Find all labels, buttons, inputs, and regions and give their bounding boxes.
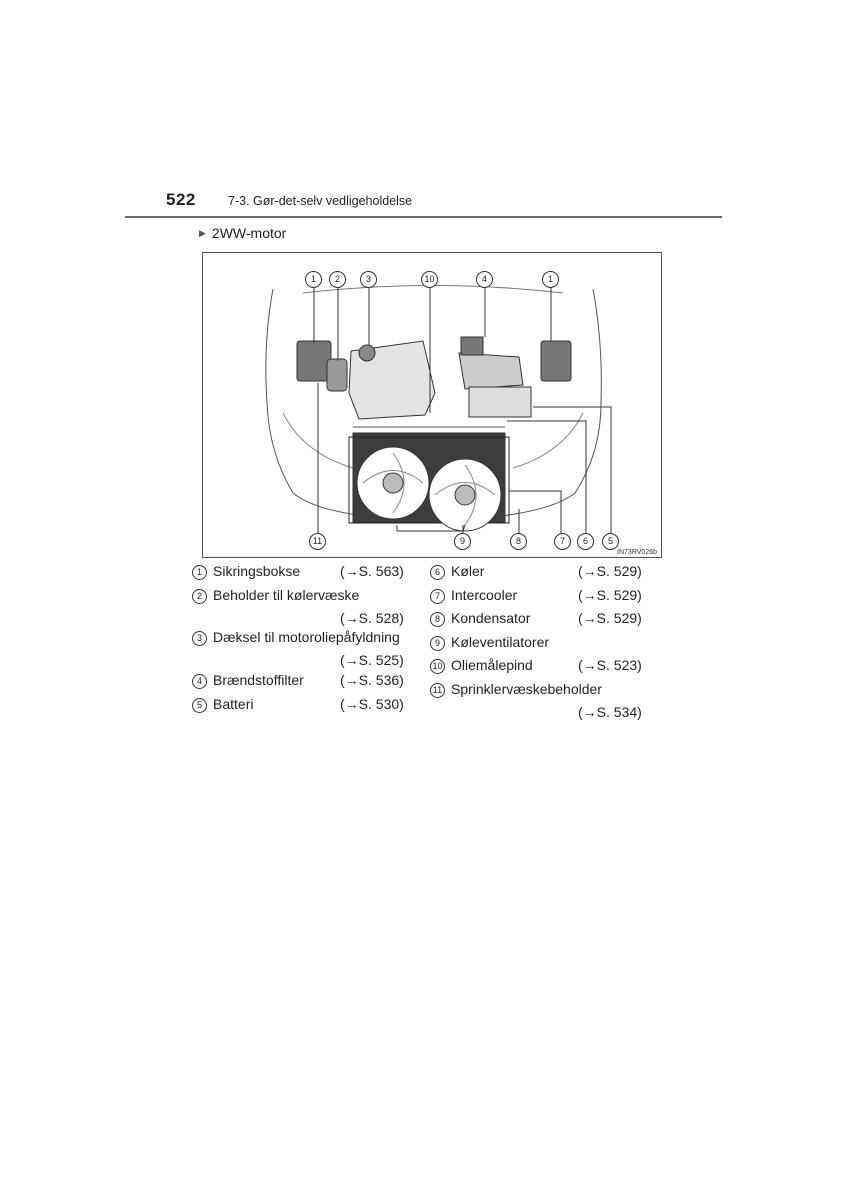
callout-top-1: 2 xyxy=(329,271,346,288)
legend-page-ref: (→S. 525) xyxy=(340,652,404,668)
callout-top-5: 1 xyxy=(542,271,559,288)
legend-number: 1 xyxy=(192,565,207,580)
legend-label: Intercooler xyxy=(451,587,518,603)
figure-code: IN73RV026b xyxy=(617,549,657,556)
legend-page-ref: (→S. 530) xyxy=(340,696,404,712)
callout-bottom-1: 9 xyxy=(454,533,471,550)
legend-page-ref: (→S. 528) xyxy=(340,610,404,626)
callout-bottom-5: 5 xyxy=(602,533,619,550)
legend-label: Brændstoffilter xyxy=(213,672,304,688)
triangle-right-icon: ▶ xyxy=(199,227,206,238)
legend-number: 8 xyxy=(430,612,445,627)
legend-page-ref: (→S. 529) xyxy=(578,610,642,626)
callout-bottom-4: 6 xyxy=(577,533,594,550)
legend-label: Beholder til kølervæske xyxy=(213,587,360,603)
legend-page-ref: (→S. 534) xyxy=(578,704,642,720)
legend-number: 7 xyxy=(430,589,445,604)
legend-number: 9 xyxy=(430,636,445,651)
legend-label: Kondensator xyxy=(451,610,531,626)
legend-page-ref: (→S. 529) xyxy=(578,587,642,603)
legend-number: 2 xyxy=(192,589,207,604)
legend-label: Køler xyxy=(451,563,485,579)
callout-bottom-3: 7 xyxy=(554,533,571,550)
legend-page-ref: (→S. 536) xyxy=(340,672,404,688)
callout-top-4: 4 xyxy=(476,271,493,288)
legend-label: Sikringsbokse xyxy=(213,563,301,579)
callout-bottom-2: 8 xyxy=(510,533,527,550)
legend-number: 4 xyxy=(192,674,207,689)
legend-label: Dæksel til motoroliepåfyldning xyxy=(213,629,400,645)
legend-label: Batteri xyxy=(213,696,254,712)
legend-label: Oliemålepind xyxy=(451,657,533,673)
subheading-text: 2WW-motor xyxy=(211,225,287,241)
callout-bottom-0: 11 xyxy=(309,533,326,550)
legend-page-ref: (→S. 529) xyxy=(578,563,642,579)
legend-number: 10 xyxy=(430,659,445,674)
legend-number: 3 xyxy=(192,631,207,646)
page-number: 522 xyxy=(166,190,196,209)
legend-label: Køleventilatorer xyxy=(451,634,550,650)
section-title: 7-3. Gør-det-selv vedligeholdelse xyxy=(228,194,413,208)
legend-label: Sprinklervæskebeholder xyxy=(451,681,602,697)
legend-page-ref: (→S. 523) xyxy=(578,657,642,673)
legend-number: 11 xyxy=(430,683,445,698)
callout-top-0: 1 xyxy=(305,271,322,288)
legend-page-ref: (→S. 563) xyxy=(340,563,404,579)
legend-number: 5 xyxy=(192,698,207,713)
callout-top-2: 3 xyxy=(360,271,377,288)
legend-number: 6 xyxy=(430,565,445,580)
callout-top-3: 10 xyxy=(421,271,438,288)
